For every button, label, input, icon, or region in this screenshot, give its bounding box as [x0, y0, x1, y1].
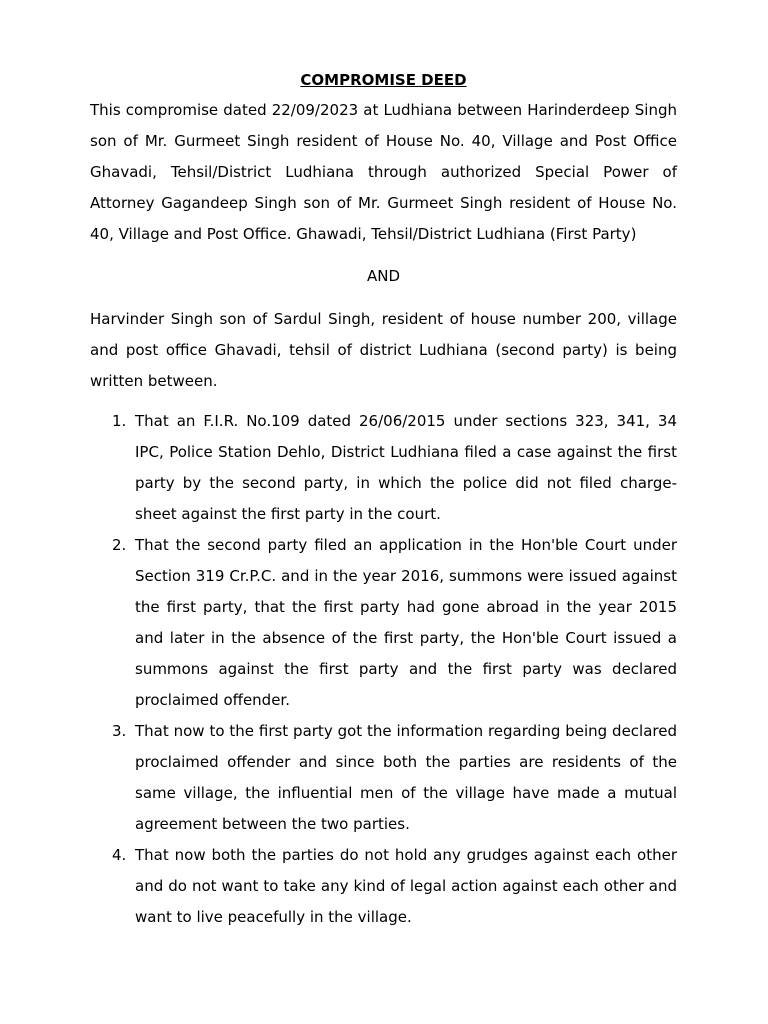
clause-item [90, 530, 677, 716]
and-separator: AND [366, 267, 401, 285]
clause-number: 3. [112, 722, 127, 740]
clause-item [90, 406, 677, 530]
clause-text: That an F.I.R. No.109 dated 26/06/2015 under sections 323, 341, 34 IPC, Police Station Dehlo, District Ludhiana filed a case against the first party by the second party, in which the police did not filed charge-sheet against the first party in the court. [135, 412, 677, 523]
clause-number: 4. [112, 846, 127, 864]
clause-text: That now both the parties do not hold any grudges against each other and do not want to take any kind of legal action against each other and want to live peacefully in the village. [135, 846, 677, 926]
clause-number: 1. [112, 412, 127, 430]
clause-text: That the second party filed an application in the Hon'ble Court under Section 319 Cr.P.C. and in the year 2016, summons were issued against the first party, that the first party had gone abroad in the year 2015 and later in the absence of the first party, the Hon'ble Court issued a summons against the first party and the first party was declared proclaimed offender. [135, 536, 677, 709]
clause-item [90, 716, 677, 840]
document-page [90, 70, 677, 933]
clause-number: 2. [112, 536, 127, 554]
clause-item [90, 840, 677, 933]
second-party-paragraph: Harvinder Singh son of Sardul Singh, resident of house number 200, village and post office Ghavadi, tehsil of district Ludhiana (second party) is being written between. [90, 310, 677, 390]
clause-text: That now to the first party got the information regarding being declared proclaimed offender and since both the parties are residents of the same village, the influential men of the village have made a mutual agreement between the two parties. [135, 722, 677, 833]
document-title: COMPROMISE DEED [300, 71, 467, 89]
clause-list [90, 406, 677, 933]
intro-paragraph: This compromise dated 22/09/2023 at Ludhiana between Harinderdeep Singh son of Mr. Gurmeet Singh resident of House No. 40, Village and Post Office Ghavadi, Tehsil/District Ludhiana through authorized Special Power of Attorney Gagandeep Singh son of Mr. Gurmeet Singh resident of House No. 40, Village and Post Office. Ghawadi, Tehsil/District Ludhiana (First Party) [90, 101, 677, 243]
